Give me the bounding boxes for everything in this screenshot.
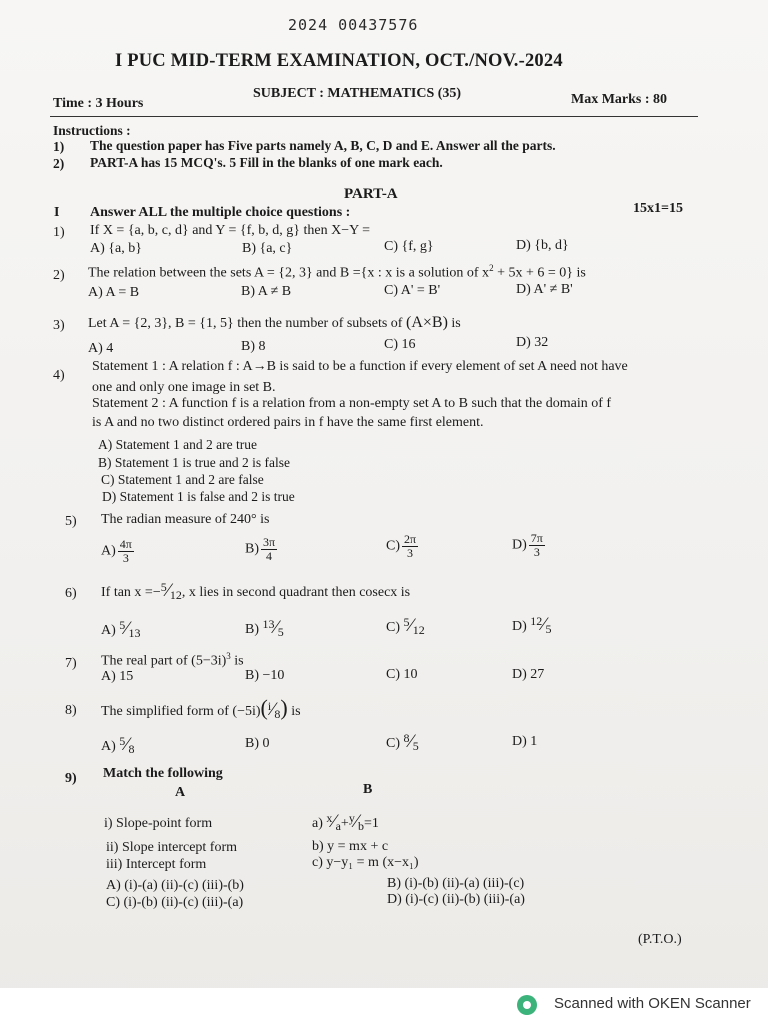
pto-label: (P.T.O.) <box>638 932 682 947</box>
q7-number: 7) <box>65 656 77 671</box>
q3-option-a: A) 4 <box>88 341 114 356</box>
instructions-heading: Instructions : <box>53 123 131 138</box>
q6-option-c: C) $^5⁄_{12}$ <box>386 615 425 637</box>
q1-text: If X = {a, b, c, d} and Y = {f, b, d, g} then X−Y = <box>90 223 371 238</box>
q6-text: If $\tan x =-^5⁄_{12}$, x lies in second quadrant then cosecx is <box>101 580 411 602</box>
q9-option-c: C) (i)-(b) (ii)-(c) (iii)-(a) <box>106 895 244 910</box>
q8-option-c: C) $^8⁄_5$ <box>386 731 419 753</box>
q3-option-b: B) 8 <box>241 339 266 354</box>
handwritten-id: 2024 00437576 <box>288 16 419 34</box>
q9-option-d: D) (i)-(c) (ii)-(b) (iii)-(a) <box>387 892 525 907</box>
q4-option-b: B) Statement 1 is true and 2 is false <box>98 455 290 470</box>
q3-number: 3) <box>53 318 65 333</box>
q6-option-d: D) $^{12}⁄_5$ <box>512 614 552 636</box>
q1-number: 1) <box>53 225 65 240</box>
q5-text: The radian measure of 240° is <box>101 512 270 527</box>
q6-number: 6) <box>65 586 77 601</box>
q9-option-b: B) (i)-(b) (ii)-(a) (iii)-(c) <box>387 876 525 891</box>
q8-option-b: B) 0 <box>245 736 270 751</box>
q9-b-item-2: b) y = mx + c <box>312 839 389 854</box>
q1-option-b: B) {a, c} <box>242 241 293 256</box>
q1-option-d: D) {b, d} <box>516 238 569 253</box>
q9-a-item-2: ii) Slope intercept form <box>106 840 238 855</box>
time-label: Time : 3 Hours <box>53 96 144 111</box>
q6-option-b: B) $^{13}⁄_5$ <box>245 617 284 639</box>
q9-number: 9) <box>65 771 77 786</box>
q1-option-a: A) {a, b} <box>90 241 142 256</box>
q7-option-c: C) 10 <box>386 667 418 682</box>
q4-line-1: Statement 1 : A relation f : A→B is said to be a function if every element of set A need not have <box>92 359 628 374</box>
q8-option-d: D) 1 <box>512 734 538 749</box>
q2-number: 2) <box>53 268 65 283</box>
instruction-num-1: 1) <box>53 139 65 154</box>
q8-text: The simplified form of $(-5i)(^i⁄_8)$ is <box>101 695 301 721</box>
q5-number: 5) <box>65 514 77 529</box>
q9-option-a: A) (i)-(a) (ii)-(c) (iii)-(b) <box>106 878 244 893</box>
q4-option-d: D) Statement 1 is false and 2 is true <box>102 489 295 504</box>
part-a-heading: PART-A <box>344 186 398 202</box>
q3-option-d: D) 32 <box>516 335 549 350</box>
instruction-text-2: PART-A has 15 MCQ's. 5 Fill in the blanks of one mark each. <box>90 155 443 170</box>
q9-column-a-heading: A <box>175 785 186 800</box>
q7-text: The real part of $(5-3i)^3$ is <box>101 651 244 669</box>
q8-number: 8) <box>65 703 77 718</box>
header-divider <box>50 116 698 117</box>
q9-a-item-1: i) Slope-point form <box>104 816 213 831</box>
q4-line-4: is A and no two distinct ordered pairs in f have the same first element. <box>92 415 484 430</box>
q4-option-c: C) Statement 1 and 2 are false <box>101 472 264 487</box>
q7-option-d: D) 27 <box>512 667 545 682</box>
q6-option-a: A) $^5⁄_{13}$ <box>101 618 141 640</box>
subject-line: SUBJECT : MATHEMATICS (35) <box>253 86 462 101</box>
instruction-text-1: The question paper has Five parts namely A, B, C, D and E. Answer all the parts. <box>90 138 556 153</box>
q4-line-2: one and only one image in set B. <box>92 380 276 395</box>
section-marks: 15x1=15 <box>633 201 683 216</box>
max-marks-label: Max Marks : 80 <box>571 92 668 107</box>
q8-option-a: A) $^5⁄_8$ <box>101 734 135 756</box>
instruction-num-2: 2) <box>53 156 65 171</box>
q7-option-a: A) 15 <box>101 669 134 684</box>
q9-b-item-1: a) $^x⁄_a+^y⁄_b=1$ <box>312 811 379 833</box>
q9-column-b-heading: B <box>363 782 373 797</box>
q2-option-c: C) A' = B' <box>384 283 441 298</box>
q4-number: 4) <box>53 368 65 383</box>
q2-text: The relation between the sets A = {2, 3} and B ={x : x is a solution of $x^2 + 5x + 6 = 0$} is <box>88 263 586 281</box>
q2-option-d: D) A' ≠ B' <box>516 282 573 297</box>
oken-scanner-logo-icon <box>517 995 537 1015</box>
section-number: I <box>54 205 60 220</box>
q9-b-item-3: c) y−y₁ = m (x−x₁) <box>312 855 419 870</box>
scanner-watermark-text: Scanned with OKEN Scanner <box>554 995 751 1012</box>
q2-option-a: A) A = B <box>88 285 140 300</box>
q9-a-item-3: iii) Intercept form <box>106 857 207 872</box>
q1-option-c: C) {f, g} <box>384 239 434 254</box>
q5-option-d: D) $\frac{7\pi}{3}$ <box>512 531 543 559</box>
q7-option-b: B) −10 <box>245 668 285 683</box>
q9-text: Match the following <box>103 766 223 781</box>
exam-title: I PUC MID-TERM EXAMINATION, OCT./NOV.-2024 <box>115 51 563 71</box>
q5-option-b: B) $\frac{3\pi}{4}$ <box>245 535 276 563</box>
q4-line-3: Statement 2 : A function f is a relation from a non-empty set A to B such that the domain of f <box>92 396 612 411</box>
q3-option-c: C) 16 <box>384 337 416 352</box>
q3-text: Let A = {2, 3}, B = {1, 5} then the number of subsets of (A×B) is <box>88 314 461 331</box>
section-instruction: Answer ALL the multiple choice questions : <box>90 205 351 220</box>
q4-option-a: A) Statement 1 and 2 are true <box>98 437 257 452</box>
q5-option-c: C) $\frac{2\pi}{3}$ <box>386 532 417 560</box>
q2-option-b: B) A ≠ B <box>241 284 292 299</box>
q5-option-a: A) $\frac{4\pi}{3}$ <box>101 537 132 565</box>
